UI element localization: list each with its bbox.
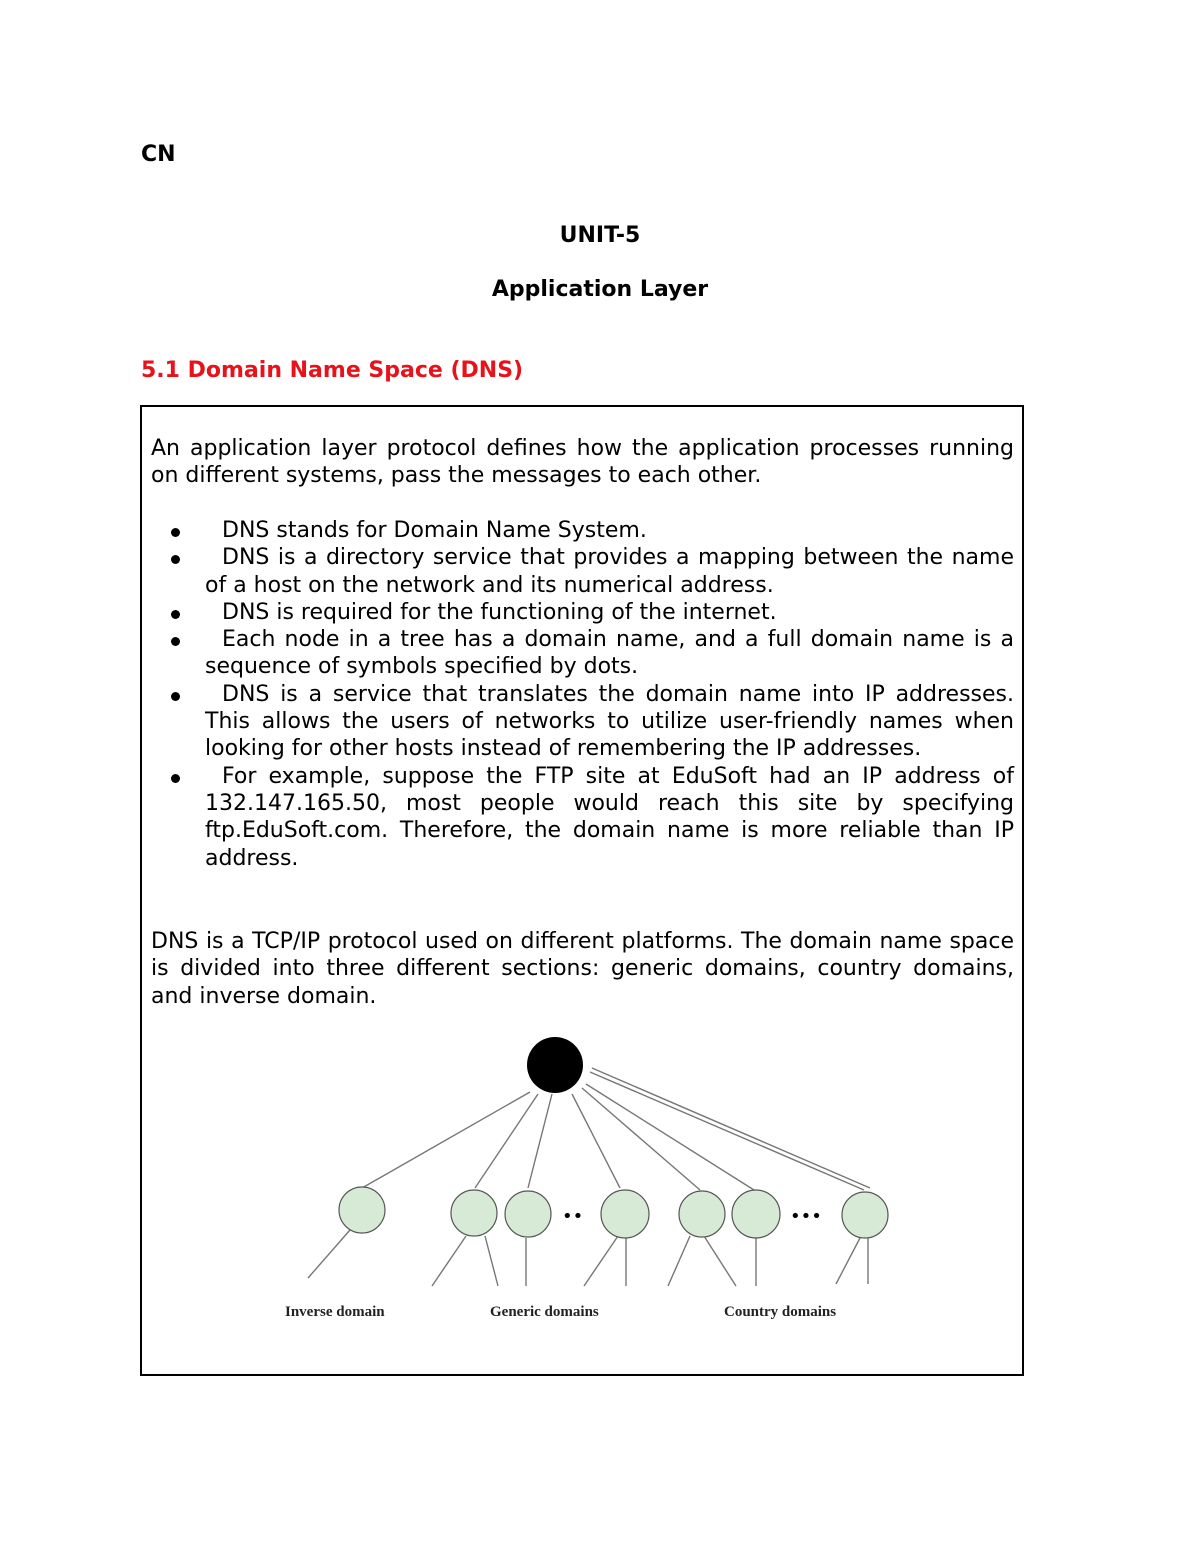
generic-domains-label: Generic domains (490, 1304, 599, 1320)
course-code: CN (141, 142, 176, 167)
page-title: Application Layer (491, 277, 709, 302)
bullet-icon (171, 637, 180, 646)
country-ellipsis: ••• (790, 1206, 822, 1227)
list-item (151, 626, 1014, 681)
country-domain-node (679, 1191, 725, 1237)
leaf-edge (704, 1236, 736, 1286)
generic-domain-node (451, 1190, 497, 1236)
section-heading: 5.1 Domain Name Space (DNS) (141, 358, 524, 383)
leaf-edge (485, 1236, 498, 1286)
leaf-edge (836, 1238, 860, 1284)
country-domains-label: Country domains (724, 1304, 837, 1320)
list-item-text: DNS is a directory service that provides a mapping between the name of a host on the network and its numerical address. (205, 545, 1014, 598)
list-item (151, 517, 1014, 544)
root-edge (475, 1094, 538, 1188)
dns-bullet-list (151, 517, 1014, 872)
generic-domain-node (505, 1191, 551, 1237)
root-edge (582, 1088, 700, 1190)
leaf-edge (584, 1236, 618, 1286)
root-node (527, 1037, 583, 1093)
list-item-text: DNS stands for Domain Name System. (222, 518, 647, 543)
inverse-domain-label: Inverse domain (285, 1304, 385, 1320)
root-edge (362, 1092, 530, 1188)
list-item-text: Each node in a tree has a domain name, and a full domain name is a sequence of symbols specified by dots. (205, 627, 1014, 680)
root-edge (592, 1068, 870, 1188)
list-item (151, 681, 1014, 763)
bullet-icon (171, 692, 180, 701)
root-edge (586, 1084, 754, 1190)
list-item (151, 544, 1014, 599)
generic-ellipsis: •• (562, 1206, 584, 1227)
tree-edges (308, 1068, 870, 1286)
bullet-icon (171, 610, 180, 619)
closing-paragraph: DNS is a TCP/IP protocol used on different platforms. The domain name space is divided into three different sections: generic domains, country domains, and inverse domain. (151, 929, 1014, 1009)
inverse-domain-node (339, 1187, 385, 1233)
list-item-text: DNS is required for the functioning of the internet. (222, 599, 777, 625)
leaf-edge (432, 1236, 466, 1286)
bullet-icon (171, 528, 180, 537)
root-edge (572, 1094, 620, 1188)
list-item-text: DNS is a service that translates the domain name into IP addresses. This allows the users of networks to utilize user-friendly names when looking for other hosts instead of remembering the IP addresses. (205, 681, 1014, 762)
dns-tree-diagram (270, 1030, 910, 1330)
leaf-edge (668, 1236, 690, 1286)
country-domain-node (732, 1190, 780, 1238)
list-item (151, 599, 1014, 626)
list-item (151, 763, 1014, 872)
bullet-icon (171, 555, 180, 564)
intro-paragraph: An application layer protocol defines how the application processes running on different systems, pass the messages to each other. (151, 436, 1014, 489)
country-domain-node (842, 1192, 888, 1238)
list-item-text: For example, suppose the FTP site at EduSoft had an IP address of 132.147.165.50, most people would reach this site by specifying ftp.EduSoft.com. Therefore, the domain name is more reliable than IP address. (205, 763, 1014, 871)
generic-domain-node (601, 1190, 649, 1238)
bullet-icon (171, 774, 180, 783)
leaf-edge (308, 1230, 350, 1278)
unit-title: UNIT-5 (559, 223, 641, 248)
root-edge (528, 1094, 552, 1188)
